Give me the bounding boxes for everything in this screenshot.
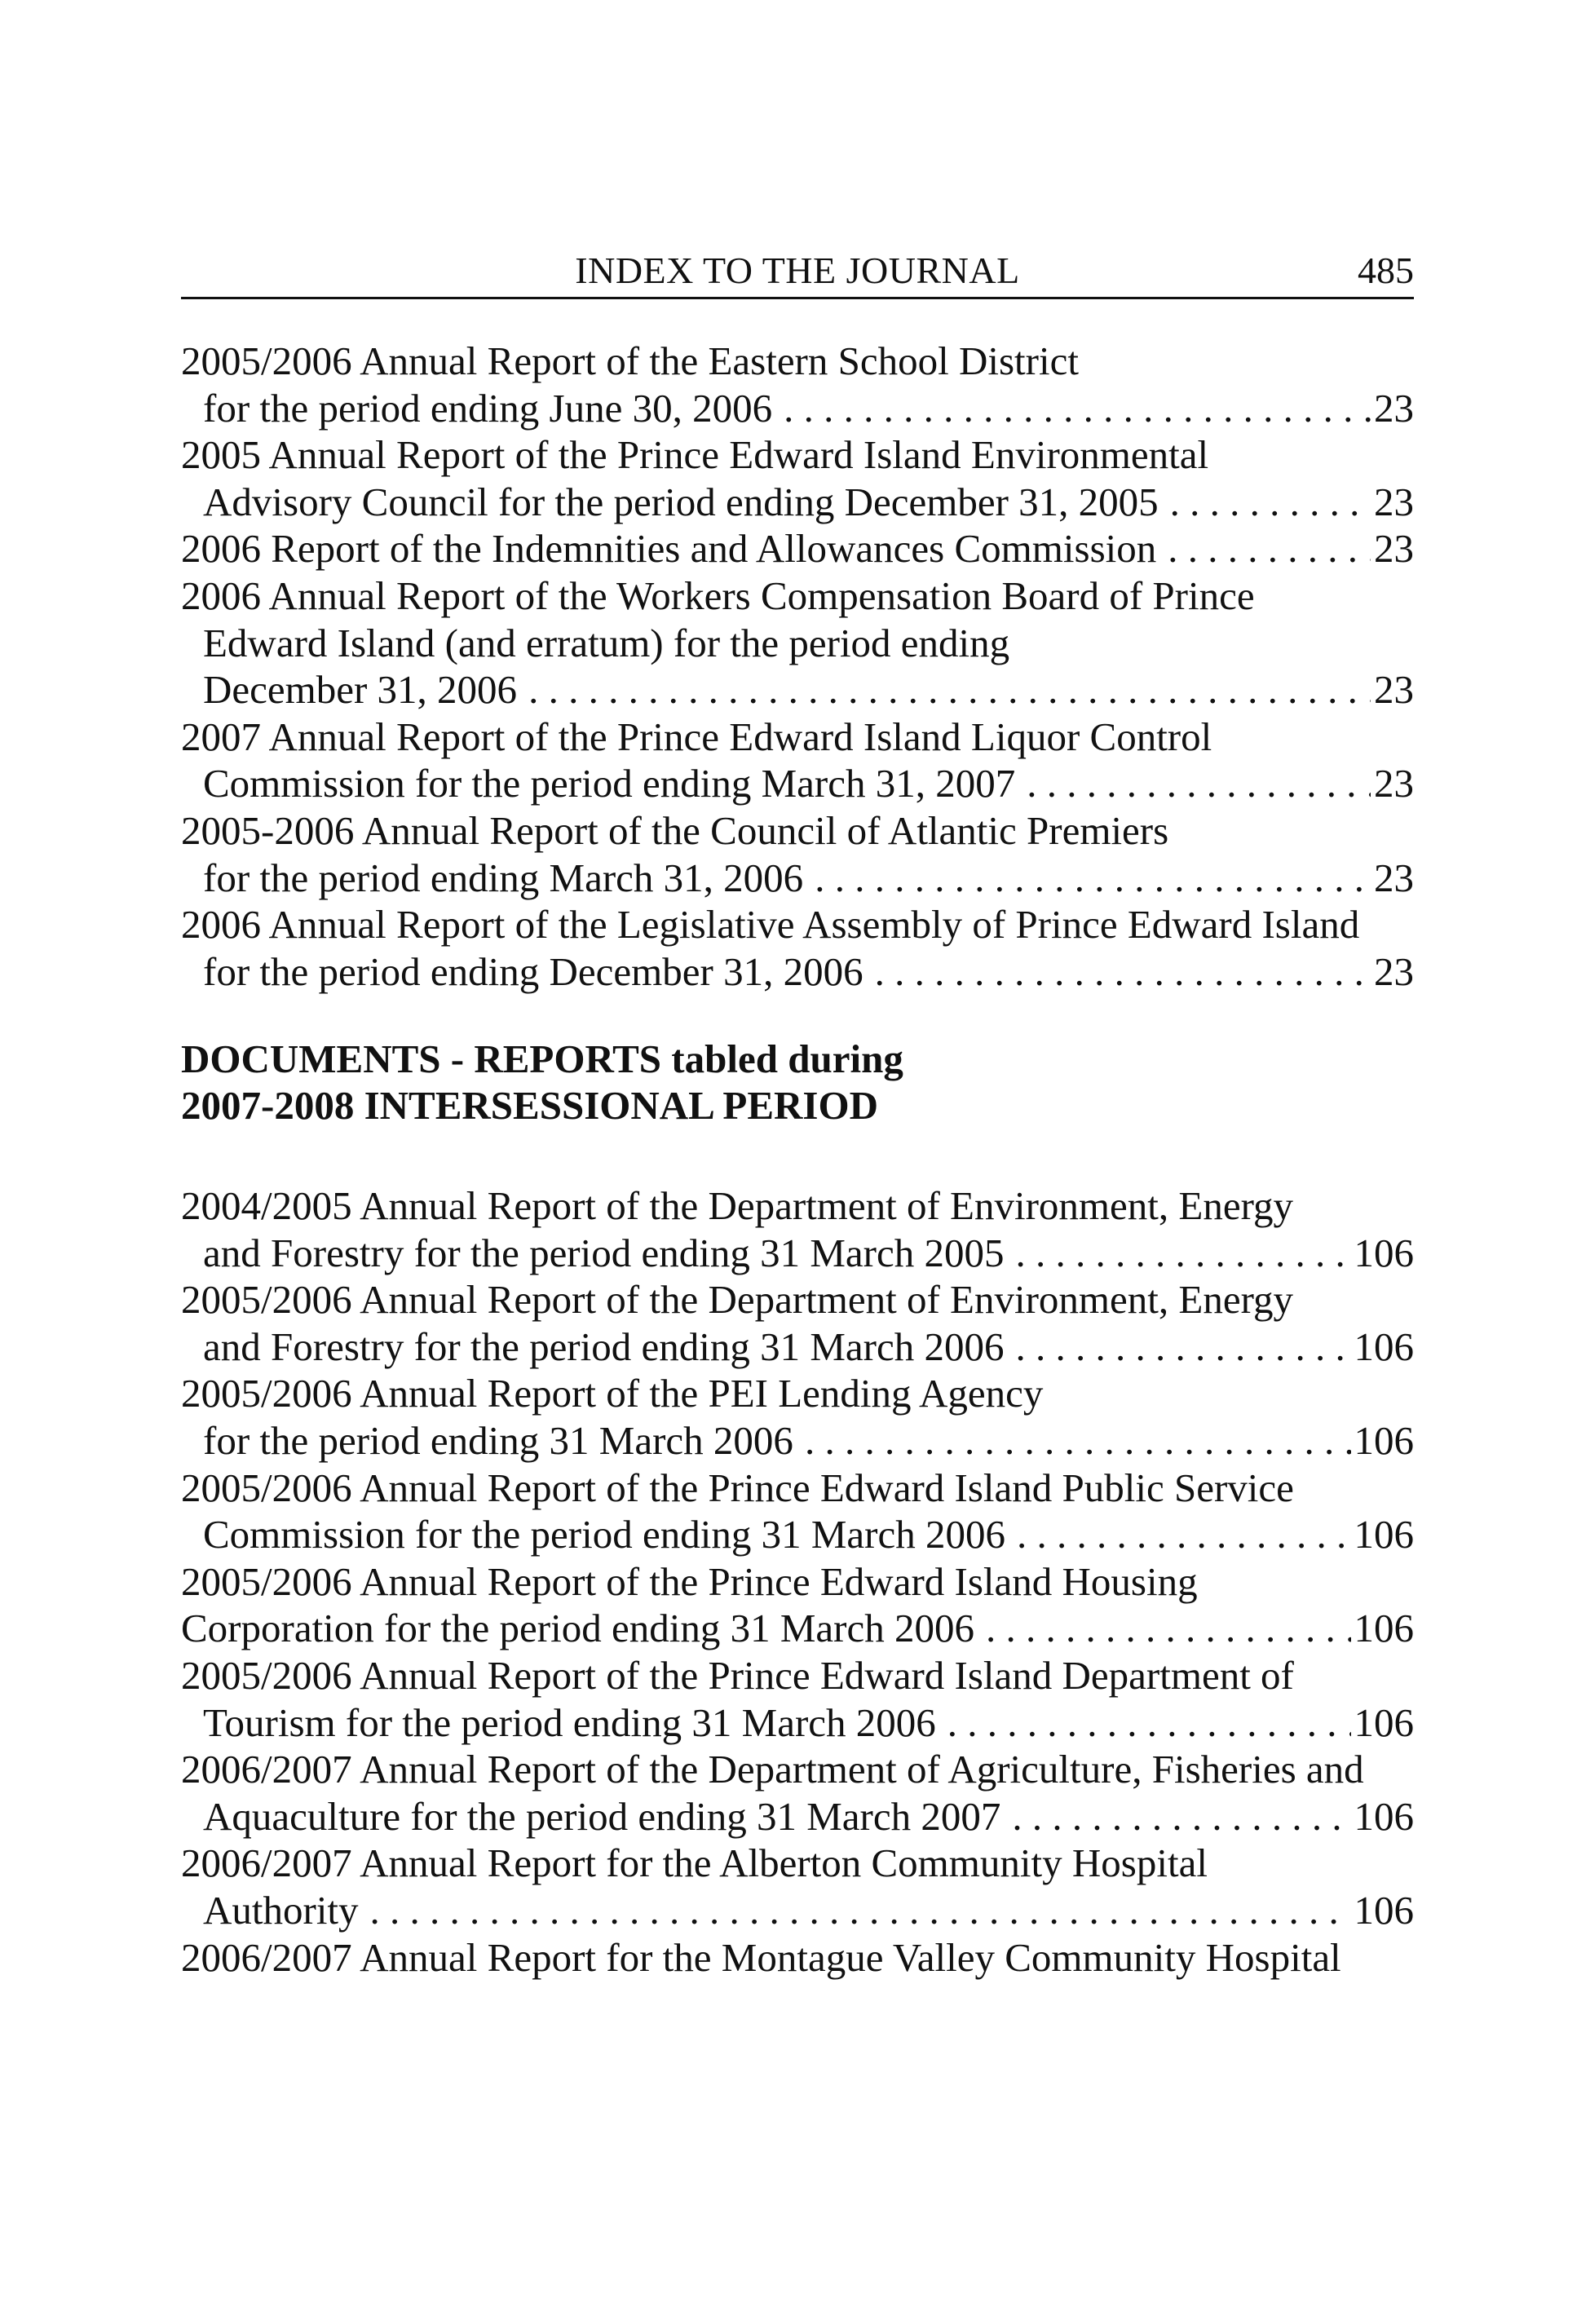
index-entry xyxy=(181,1558,1414,1652)
entry-text: December 31, 2006 xyxy=(203,667,518,713)
entry-page-number: 106 xyxy=(1354,1793,1414,1839)
index-entry xyxy=(181,338,1414,431)
section-heading xyxy=(181,1036,1414,1129)
entry-text: Corporation for the period ending 31 March 2006 xyxy=(181,1606,974,1651)
report-list-section-1 xyxy=(181,338,1414,995)
report-list-section-2 xyxy=(181,1182,1414,1981)
entry-text: Authority xyxy=(203,1887,359,1933)
entry-page-number: 23 xyxy=(1374,479,1414,524)
index-entry xyxy=(181,807,1414,901)
entry-line-with-page xyxy=(181,525,1414,572)
entry-text: Aquaculture for the period ending 31 March 2007 xyxy=(203,1793,1001,1839)
index-entry xyxy=(181,1370,1414,1464)
entry-text: Tourism for the period ending 31 March 2006 xyxy=(203,1699,936,1745)
entry-text: 2006 Annual Report of the Legislative Assembly of Prince Edward Island xyxy=(181,902,1360,948)
entry-page-number: 106 xyxy=(1354,1323,1414,1369)
dot-leader xyxy=(370,1887,1351,1934)
entry-line-with-page xyxy=(181,760,1414,807)
entry-page-number: 23 xyxy=(1374,948,1414,994)
dot-leader xyxy=(805,1417,1351,1465)
entry-text: Advisory Council for the period ending December 31, 2005 xyxy=(203,479,1159,524)
dot-leader xyxy=(528,666,1371,714)
entry-text: Edward Island (and erratum) for the period ending xyxy=(203,620,1010,665)
entry-text: Commission for the period ending March 31, 2007 xyxy=(203,761,1016,806)
dot-leader xyxy=(815,855,1371,902)
index-entry xyxy=(181,1276,1414,1370)
entry-text: 2005/2006 Annual Report of the Prince Edward Island Department of xyxy=(181,1652,1294,1698)
entry-page-number: 106 xyxy=(1354,1512,1414,1557)
entry-line-with-page xyxy=(181,948,1414,996)
entry-line-with-page xyxy=(181,855,1414,902)
entry-line-with-page xyxy=(181,1323,1414,1371)
entry-page-number: 23 xyxy=(1374,667,1414,713)
index-entry xyxy=(181,525,1414,572)
entry-text: 2006 Annual Report of the Workers Compensation Board of Prince xyxy=(181,572,1255,618)
dot-leader xyxy=(947,1699,1351,1747)
entry-text: 2006/2007 Annual Report for the Montague Valley Community Hospital xyxy=(181,1934,1341,1980)
index-entry xyxy=(181,1934,1414,1982)
entry-page-number: 23 xyxy=(1374,761,1414,806)
entry-page-number: 106 xyxy=(1354,1606,1414,1651)
section-heading-line-1: DOCUMENTS - REPORTS tabled during xyxy=(181,1036,903,1081)
entry-line-with-page xyxy=(181,1699,1414,1747)
entry-page-number: 106 xyxy=(1354,1699,1414,1745)
entry-page-number: 23 xyxy=(1374,526,1414,572)
entry-page-number: 106 xyxy=(1354,1417,1414,1463)
entry-line-with-page xyxy=(181,666,1414,714)
entry-text: and Forestry for the period ending 31 March 2005 xyxy=(203,1230,1005,1275)
entry-text: 2006/2007 Annual Report for the Alberton Community Hospital xyxy=(181,1840,1208,1886)
entry-text: 2004/2005 Annual Report of the Department of Environment, Energy xyxy=(181,1183,1294,1228)
dot-leader xyxy=(1170,479,1371,526)
index-entry xyxy=(181,431,1414,525)
index-entry xyxy=(181,1840,1414,1933)
entry-line-with-page xyxy=(181,1605,1414,1652)
page-header xyxy=(181,246,1414,299)
entry-text: for the period ending December 31, 2006 xyxy=(203,948,863,994)
index-entry xyxy=(181,1465,1414,1558)
entry-line-with-page xyxy=(181,1887,1414,1934)
running-title: INDEX TO THE JOURNAL xyxy=(575,250,1020,291)
entry-text: Commission for the period ending 31 March 2006 xyxy=(203,1512,1005,1557)
entry-text: 2006 Report of the Indemnities and Allowances Commission xyxy=(181,526,1157,572)
dot-leader xyxy=(875,948,1371,996)
entry-text: 2005/2006 Annual Report of the PEI Lending Agency xyxy=(181,1371,1044,1416)
entry-text: 2005/2006 Annual Report of the Eastern School District xyxy=(181,338,1079,383)
entry-text: 2005/2006 Annual Report of the Prince Edward Island Public Service xyxy=(181,1465,1294,1510)
dot-leader xyxy=(1027,760,1371,807)
dot-leader xyxy=(1012,1793,1350,1840)
dot-leader xyxy=(986,1605,1351,1652)
entry-text: 2007 Annual Report of the Prince Edward Island Liquor Control xyxy=(181,714,1212,759)
index-entry xyxy=(181,572,1414,714)
entry-page-number: 23 xyxy=(1374,855,1414,900)
entry-text: 2005/2006 Annual Report of the Prince Edward Island Housing xyxy=(181,1558,1198,1604)
entry-text: 2006/2007 Annual Report of the Department of Agriculture, Fisheries and xyxy=(181,1747,1364,1792)
dot-leader xyxy=(784,385,1371,432)
entry-text: and Forestry for the period ending 31 March 2006 xyxy=(203,1323,1005,1369)
index-entry xyxy=(181,1182,1414,1276)
entry-line-with-page xyxy=(181,1230,1414,1277)
entry-text: for the period ending 31 March 2006 xyxy=(203,1417,793,1463)
entry-line-with-page xyxy=(181,479,1414,526)
entry-text: 2005-2006 Annual Report of the Council of Atlantic Premiers xyxy=(181,807,1169,853)
entry-page-number: 106 xyxy=(1354,1230,1414,1275)
dot-leader xyxy=(1016,1230,1351,1277)
dot-leader xyxy=(1016,1323,1351,1371)
dot-leader xyxy=(1168,525,1371,572)
index-entry xyxy=(181,1652,1414,1746)
dot-leader xyxy=(1017,1511,1351,1558)
entry-text: for the period ending June 30, 2006 xyxy=(203,385,773,431)
page-number: 485 xyxy=(1358,250,1414,291)
entry-text: 2005 Annual Report of the Prince Edward Island Environmental xyxy=(181,432,1209,478)
index-entry xyxy=(181,1746,1414,1840)
entry-line-with-page xyxy=(181,1511,1414,1558)
entry-line-with-page xyxy=(181,385,1414,432)
entry-line-with-page xyxy=(181,1793,1414,1840)
section-heading-line-2: 2007-2008 INTERSESSIONAL PERIOD xyxy=(181,1083,878,1128)
entry-text: 2005/2006 Annual Report of the Department of Environment, Energy xyxy=(181,1277,1294,1323)
entry-line-with-page xyxy=(181,1417,1414,1465)
index-entry xyxy=(181,901,1414,995)
entry-page-number: 106 xyxy=(1354,1887,1414,1933)
entry-page-number: 23 xyxy=(1374,385,1414,431)
index-entry xyxy=(181,714,1414,807)
entry-text: for the period ending March 31, 2006 xyxy=(203,855,804,900)
